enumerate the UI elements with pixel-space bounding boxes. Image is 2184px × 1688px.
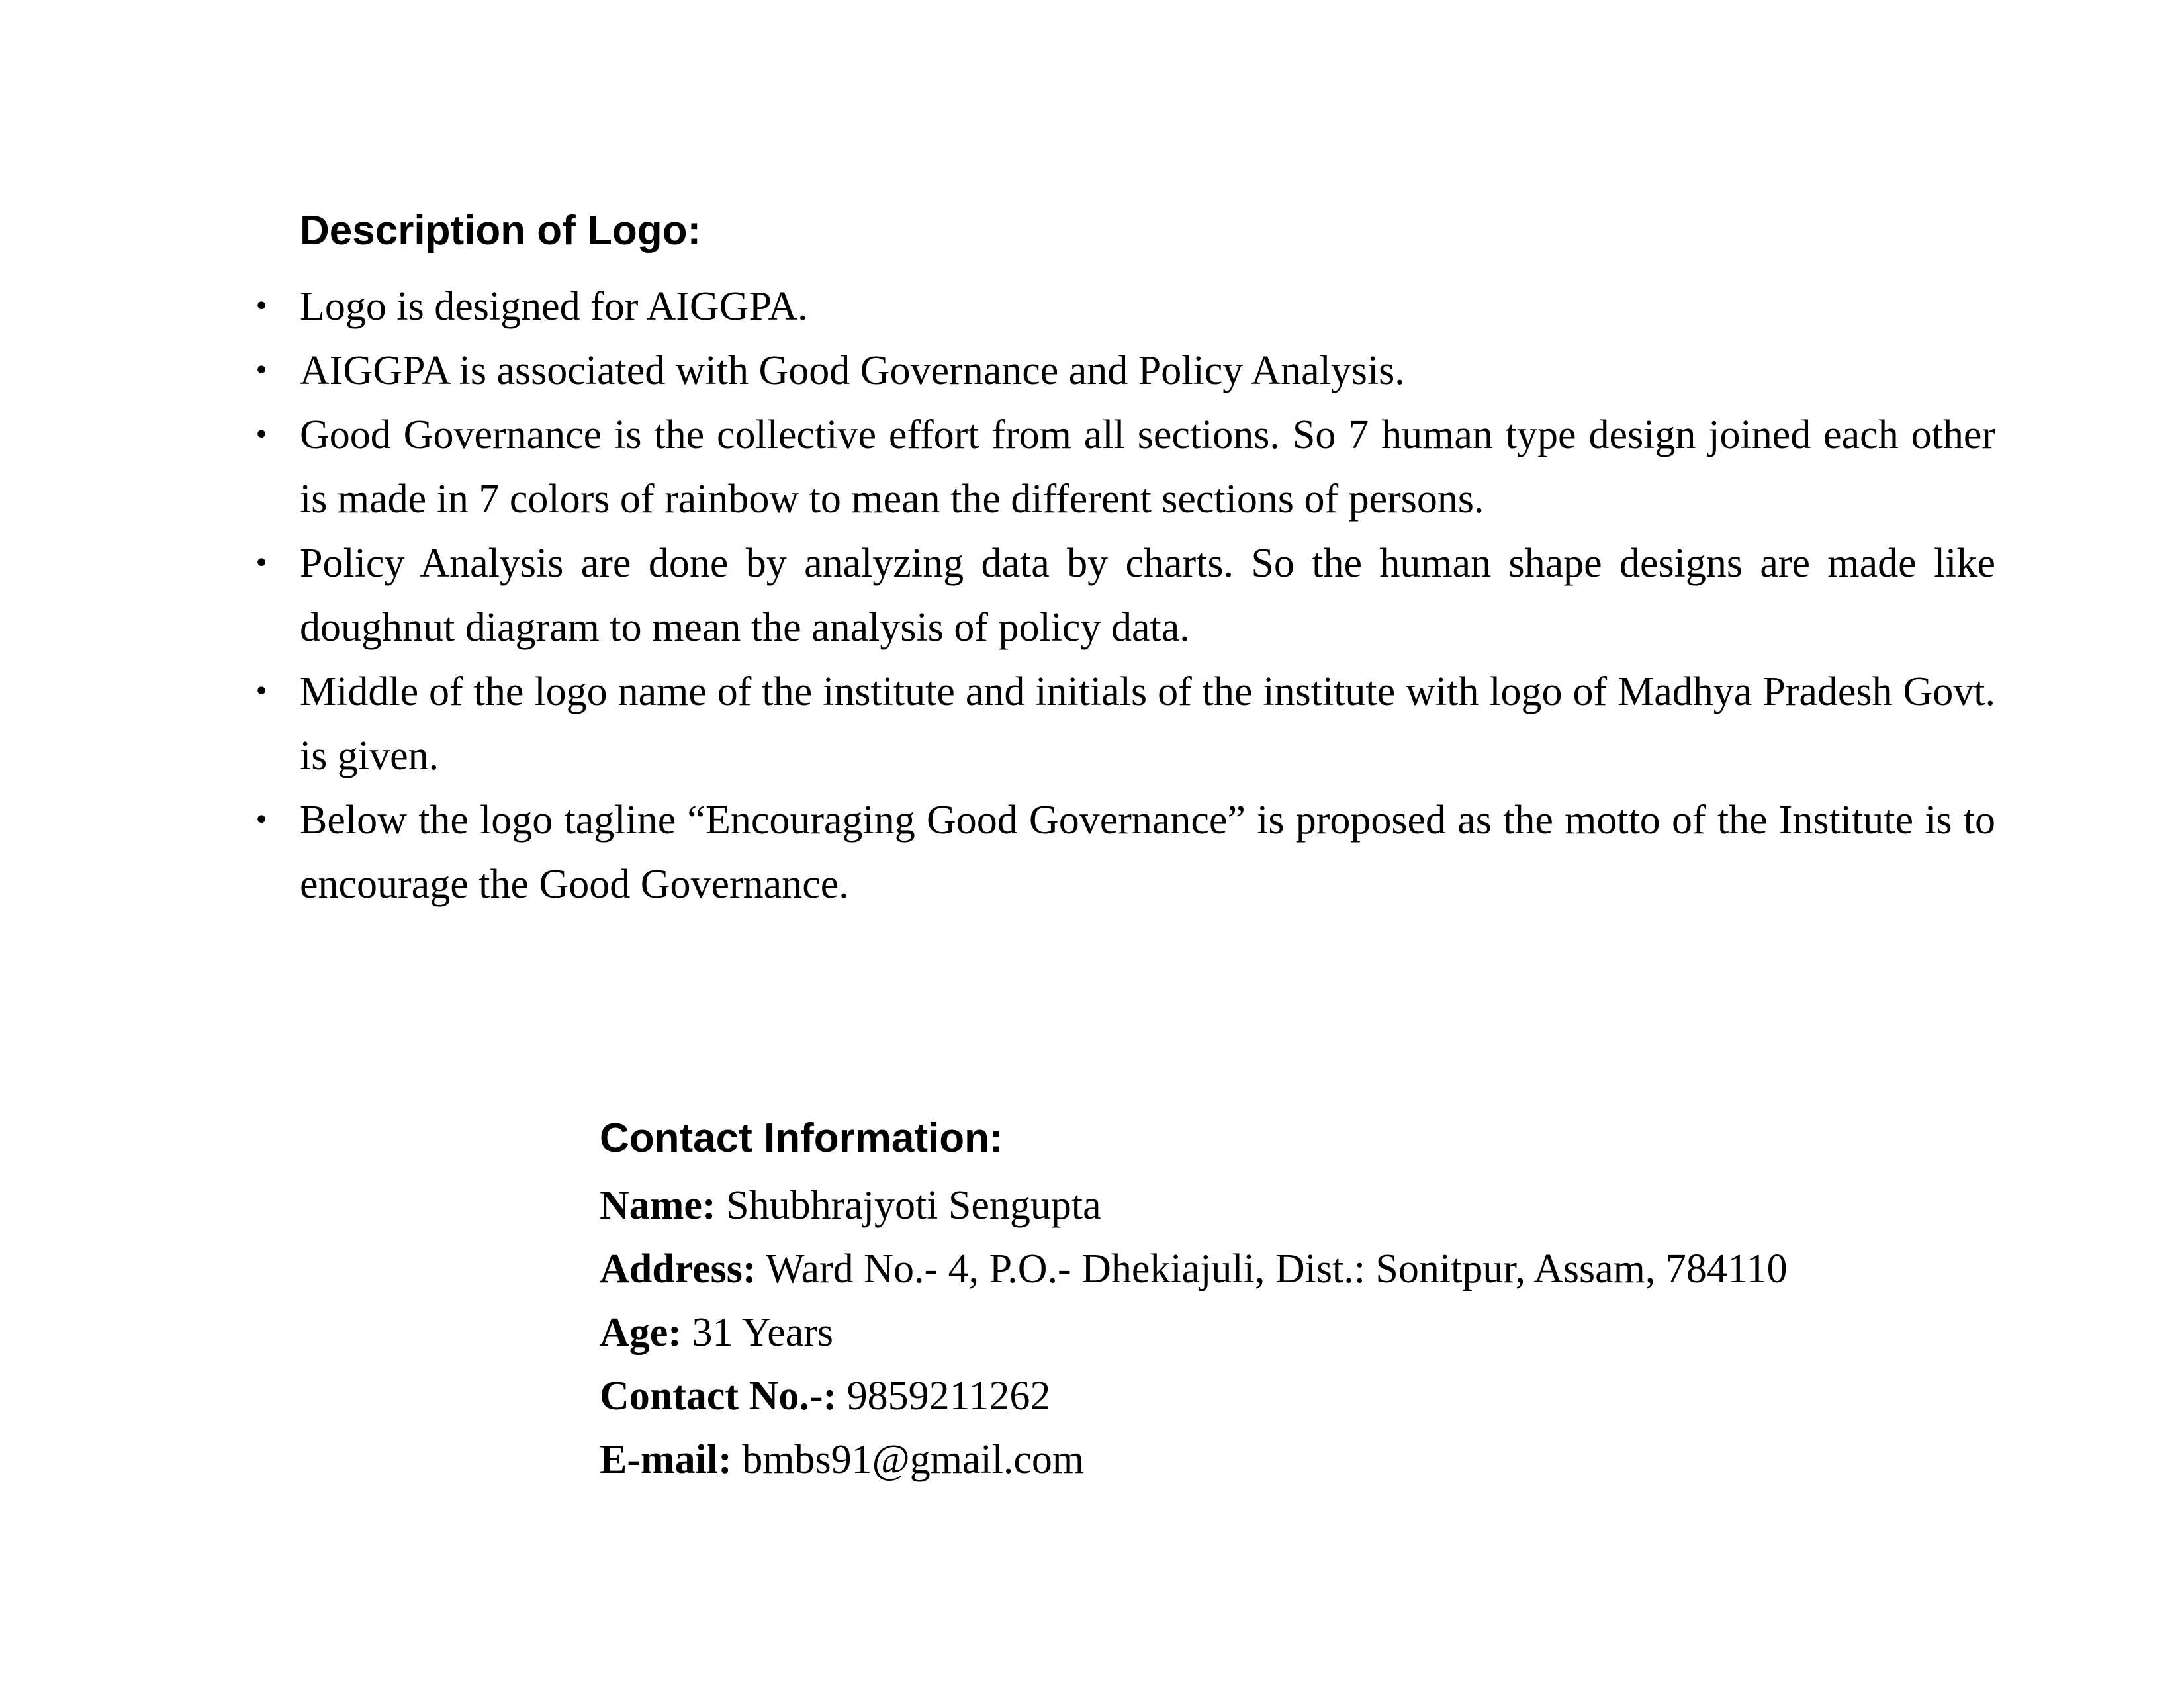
contact-heading: Contact Information: bbox=[600, 1115, 1003, 1161]
list-item-text: AIGGPA is associated with Good Governance and Policy Analysis. bbox=[300, 348, 1405, 393]
contact-phone-label: Contact No.-: bbox=[600, 1374, 837, 1419]
list-item-text: Below the logo tagline “Encouraging Good Governance” is proposed as the motto of the Institute is to encourage the Good Governance. bbox=[300, 798, 1995, 907]
list-item-text: Logo is designed for AIGGPA. bbox=[300, 284, 808, 329]
bullet-icon: • bbox=[253, 677, 269, 707]
list-item bbox=[253, 403, 1995, 532]
bullet-icon: • bbox=[253, 291, 269, 322]
list-item bbox=[253, 788, 1995, 917]
bullet-icon: • bbox=[253, 420, 269, 450]
contact-name-label: Name: bbox=[600, 1183, 716, 1228]
contact-age-line bbox=[600, 1301, 2056, 1364]
logo-description-heading: Description of Logo: bbox=[300, 208, 702, 254]
contact-email-label: E-mail: bbox=[600, 1437, 732, 1482]
contact-name-line bbox=[600, 1174, 2056, 1237]
list-item bbox=[253, 532, 1995, 660]
list-item bbox=[253, 660, 1995, 788]
logo-description-list bbox=[253, 275, 1995, 917]
contact-age-value: 31 Years bbox=[692, 1310, 834, 1355]
list-item-text: Good Governance is the collective effort from all sections. So 7 human type design joined each other is made in 7 colors of rainbow to mean the different sections of persons. bbox=[300, 412, 1995, 522]
list-item bbox=[253, 275, 1995, 339]
contact-address-line bbox=[600, 1237, 2056, 1301]
contact-information bbox=[600, 1115, 2056, 1491]
contact-email-value: bmbs91@gmail.com bbox=[742, 1437, 1085, 1482]
contact-phone-line bbox=[600, 1364, 2056, 1428]
contact-email-line bbox=[600, 1428, 2056, 1491]
contact-age-label: Age: bbox=[600, 1310, 682, 1355]
bullet-icon: • bbox=[253, 355, 269, 386]
contact-phone-value: 9859211262 bbox=[846, 1374, 1051, 1419]
contact-address-label: Address: bbox=[600, 1246, 756, 1291]
list-item bbox=[253, 339, 1995, 403]
bullet-icon: • bbox=[253, 805, 269, 835]
contact-name-value: Shubhrajyoti Sengupta bbox=[726, 1183, 1101, 1228]
list-item-text: Policy Analysis are done by analyzing data by charts. So the human shape designs are made like doughnut diagram to mean the analysis of policy data. bbox=[300, 541, 1995, 650]
contact-address-value: Ward No.- 4, P.O.- Dhekiajuli, Dist.: Sonitpur, Assam, 784110 bbox=[765, 1246, 1788, 1291]
list-item-text: Middle of the logo name of the institute and initials of the institute with logo of Madhya Pradesh Govt. is given. bbox=[300, 669, 1995, 778]
bullet-icon: • bbox=[253, 548, 269, 579]
